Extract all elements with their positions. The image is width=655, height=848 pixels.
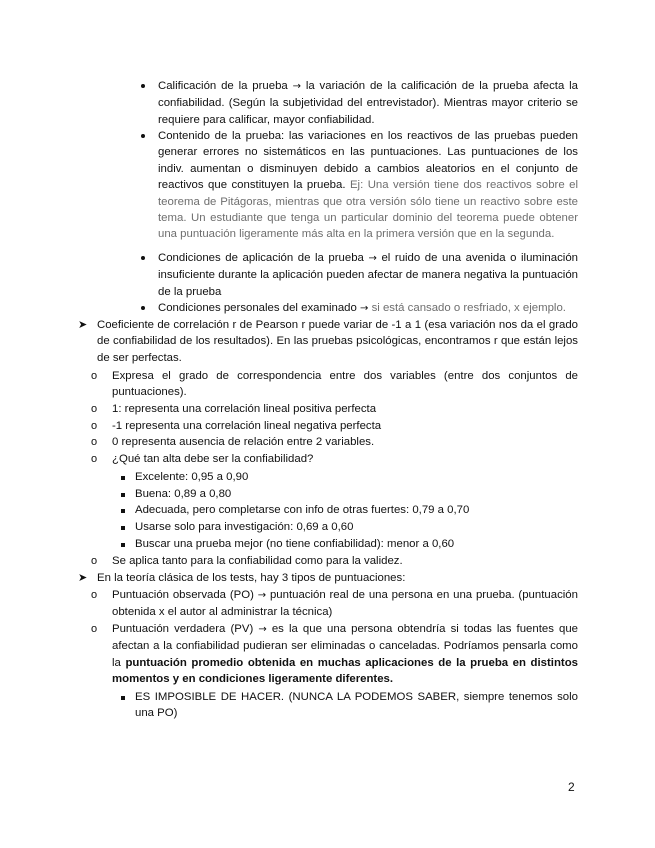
circle-bullet-icon: o [91, 623, 98, 635]
bullet-dot [141, 134, 145, 138]
level-item: Usarse solo para investigación: 0,69 a 0,60 [135, 521, 354, 533]
bullet-dot [141, 256, 145, 260]
example-text: Ej: Una versión tiene dos reactivos sobre el teorema de Pitágoras, mientras que otra versión sólo tiene un reactivo sobre este tema. Un estudiante que tenga un particular dominio del teorema puede obtener una puntuación ligeramente más alta en la primera versión que en la segunda. [158, 179, 578, 241]
level-item: Buscar una prueba mejor (no tiene confiabilidad): menor a 0,60 [135, 538, 455, 550]
circle-bullet-icon: o [91, 403, 98, 415]
arrow-icon: → [258, 624, 267, 635]
bullet-dot [141, 306, 145, 310]
arrowhead-bullet-icon: ➤ [78, 572, 88, 584]
level-item: Excelente: 0,95 a 0,90 [135, 471, 249, 483]
square-bullet-icon [121, 526, 125, 530]
square-bullet-icon [121, 543, 125, 547]
circle-bullet-icon: o [91, 436, 98, 448]
pearson-item-last: Se aplica tanto para la confiabilidad como para la validez. [112, 555, 403, 567]
circle-bullet-icon: o [91, 420, 98, 432]
pv-sub-item: ES IMPOSIBLE DE HACER. (NUNCA LA PODEMOS SABER, siempre tenemos solo una PO) [135, 691, 578, 720]
level-item: Buena: 0,89 a 0,80 [135, 488, 232, 500]
pearson-item: ¿Qué tan alta debe ser la confiabilidad? [112, 453, 314, 465]
arrow-icon: → [292, 81, 301, 92]
page-number: 2 [568, 780, 575, 794]
bullet-condiciones-personales: Condiciones personales del examinado → si está cansado o resfriado, x ejemplo. [158, 302, 566, 314]
square-bullet-icon [121, 696, 125, 700]
pearson-item: -1 representa una correlación lineal negativa perfecta [112, 420, 382, 432]
section-puntuaciones: En la teoría clásica de los tests, hay 3 tipos de puntuaciones: [97, 572, 406, 584]
arrow-icon: → [257, 590, 267, 601]
bullet-condiciones-aplicacion: Condiciones de aplicación de la prueba → el ruido de una avenida o iluminación insuficiente durante la aplicación pueden afectar de manera negativa la puntuación de la prueba [158, 252, 578, 298]
po-item: Puntuación observada (PO) → puntuación real de una persona en una prueba. (puntuación obtenida x el autor al administrar la técnica) [112, 589, 578, 619]
square-bullet-icon [121, 476, 125, 480]
square-bullet-icon [121, 509, 125, 513]
bullet-dot [141, 84, 145, 88]
level-item: Adecuada, pero completarse con info de otras fuertes: 0,79 a 0,70 [135, 504, 470, 516]
square-bullet-icon [121, 493, 125, 497]
example-text: si está cansado o resfriado, x ejemplo. [371, 302, 566, 314]
pv-item: Puntuación verdadera (PV) → es la que una persona obtendría si todas las fuentes que afectan a la confiabilidad pudieran ser eliminadas o canceladas. Podríamos pensarla como la puntuación promedio obtenida en muchas aplicaciones de la prueba en distintos momentos y en condiciones ligeramente diferentes. [112, 623, 578, 686]
bullet-calificacion: Calificación de la prueba → la variación de la calificación de la prueba afecta la confiabilidad. (Según la subjetividad del entrevistador). Mientras mayor criterio se requiere para calificar, mayor confiabilidad. [158, 80, 578, 126]
circle-bullet-icon: o [91, 453, 98, 465]
arrow-icon: → [368, 253, 377, 264]
section-pearson: Coeficiente de correlación r de Pearson r puede variar de -1 a 1 (esa variación nos da el grado de confiabilidad de los resultados). En las pruebas psicológicas, encontramos r que están lejos de ser perfectas. [97, 319, 578, 364]
circle-bullet-icon: o [91, 589, 98, 601]
arrow-icon: → [360, 303, 369, 314]
circle-bullet-icon: o [91, 370, 98, 382]
bullet-contenido: Contenido de la prueba: las variaciones en los reactivos de las pruebas pueden generar errores no sistemáticos en las puntuaciones. Las puntuaciones de los indiv. aumentan o disminuyen debido a cambios aleatorios en el conjunto de reactivos que constituyen la prueba. Ej: Una versión tiene dos reactivos sobre el teorema de Pitágoras, mientras que otra versión sólo tiene un reactivo sobre este tema. Un estudiante que tenga un particular dominio del teorema puede obtener una puntuación ligeramente más alta en la primera versión que en la segunda. [158, 130, 578, 241]
pearson-item: 1: representa una correlación lineal positiva perfecta [112, 403, 377, 415]
circle-bullet-icon: o [91, 555, 98, 567]
pearson-item: Expresa el grado de correspondencia entre dos variables (entre dos conjuntos de puntuaciones). [112, 370, 578, 399]
pearson-item: 0 representa ausencia de relación entre 2 variables. [112, 436, 375, 448]
arrowhead-bullet-icon: ➤ [78, 319, 88, 331]
